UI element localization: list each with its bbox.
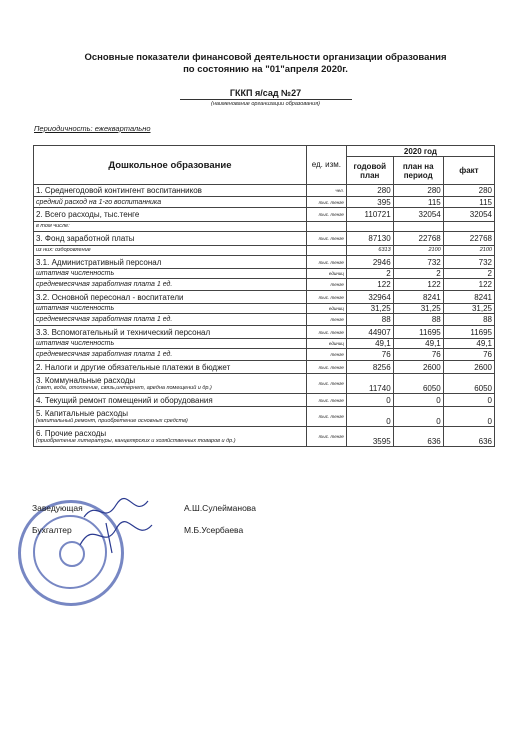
table-row (34, 361, 495, 374)
row-label (34, 326, 307, 339)
cell-plan-period: 122 (393, 279, 443, 291)
row-label-text: 2. Всего расходы, тыс.тенге (36, 210, 140, 219)
table-row (34, 349, 495, 361)
row-label-text: среднемесячная заработная плата 1 ед. (36, 351, 173, 358)
cell-unit: тыс. тенге (306, 197, 346, 208)
cell-unit: тыс. тенге (306, 256, 346, 269)
organization-name: ГККП я/сад №27 (229, 88, 302, 98)
cell-fact: 11695 (443, 326, 494, 339)
cell-fact: 115 (443, 197, 494, 208)
cell-unit: тенге (306, 279, 346, 291)
table-row (34, 326, 495, 339)
cell-plan-period: 49,1 (393, 339, 443, 349)
row-label (34, 374, 307, 394)
cell-fact: 31,25 (443, 304, 494, 314)
row-label (34, 361, 307, 374)
row-label (34, 349, 307, 361)
cell-unit: чел. (306, 185, 346, 197)
row-label-text: в том числе: (36, 223, 70, 229)
row-label-text: штатная численность (36, 305, 115, 312)
head-title: Заведующая (32, 503, 83, 513)
row-label-text: штатная численность (36, 340, 115, 347)
header-fact: факт (443, 157, 494, 185)
cell-plan-year: 395 (346, 197, 393, 208)
accountant-name: М.Б.Усербаева (184, 525, 244, 535)
cell-plan-year: 0 (346, 407, 393, 427)
row-label-text: штатная численность (36, 270, 115, 277)
header-plan-year: годовой план (346, 157, 393, 185)
cell-plan-year: 11740 (346, 374, 393, 394)
cell-unit: тыс. тенге (306, 291, 346, 304)
cell-fact: 0 (443, 394, 494, 407)
header-plan-period: план на период (393, 157, 443, 185)
cell-fact: 0 (443, 407, 494, 427)
cell-unit: тенге (306, 349, 346, 361)
cell-fact: 88 (443, 314, 494, 326)
cell-fact: 6050 (443, 374, 494, 394)
cell-unit: тенге (306, 314, 346, 326)
row-label-text: 3.2. Основной пересонал - воспитатели (36, 292, 184, 302)
cell-plan-year: 3595 (346, 427, 393, 447)
cell-fact: 76 (443, 349, 494, 361)
table-row (34, 208, 495, 222)
cell-plan-period: 31,25 (393, 304, 443, 314)
cell-plan-year: 49,1 (346, 339, 393, 349)
row-label-text: среднемесячная заработная плата 1 ед. (36, 316, 173, 323)
row-label (34, 197, 307, 208)
cell-plan-year: 32964 (346, 291, 393, 304)
row-label (34, 185, 307, 197)
cell-plan-period: 2600 (393, 361, 443, 374)
table-row (34, 222, 495, 232)
row-label-text: 3. Коммунальные расходы (36, 375, 136, 385)
cell-fact: 8241 (443, 291, 494, 304)
table-row (34, 246, 495, 256)
periodicity-label: Периодичность: ежеквартально (34, 124, 151, 133)
cell-unit: тыс. тенге (306, 326, 346, 339)
cell-plan-period: 732 (393, 256, 443, 269)
cell-fact (443, 222, 494, 232)
row-label-text: из них: оздоровление (36, 247, 91, 253)
head-name: А.Ш.Сулейманова (184, 503, 256, 513)
cell-plan-year: 110721 (346, 208, 393, 222)
table-row (34, 256, 495, 269)
row-label (34, 222, 307, 232)
row-label (34, 208, 307, 222)
accountant-title: Бухгалтер (32, 525, 72, 535)
row-sublabel: (свет, вода, отопление, связь,интернет, аредна помещений и др.) (36, 384, 212, 391)
cell-fact: 2 (443, 269, 494, 279)
table-row (34, 314, 495, 326)
cell-plan-year: 122 (346, 279, 393, 291)
table-row (34, 394, 495, 407)
row-label (34, 279, 307, 291)
cell-plan-year: 2 (346, 269, 393, 279)
cell-plan-period: 115 (393, 197, 443, 208)
cell-plan-year: 6313 (346, 246, 393, 256)
financial-indicators-table (33, 145, 495, 447)
cell-plan-year: 0 (346, 394, 393, 407)
cell-unit: тыс. тенге (306, 427, 346, 447)
cell-unit: тыс. тенге (306, 361, 346, 374)
cell-fact: 2600 (443, 361, 494, 374)
row-label (34, 291, 307, 304)
cell-fact: 636 (443, 427, 494, 447)
signature-accountant (76, 515, 156, 557)
row-label (34, 246, 307, 256)
row-label (34, 232, 307, 246)
cell-plan-period: 8241 (393, 291, 443, 304)
row-label (34, 256, 307, 269)
row-label-text: 3.1. Административный персонал (36, 257, 162, 267)
row-label (34, 269, 307, 279)
table-row (34, 407, 495, 427)
cell-fact: 280 (443, 185, 494, 197)
cell-plan-year: 8256 (346, 361, 393, 374)
cell-plan-period: 2100 (393, 246, 443, 256)
cell-unit: тыс. тенге (306, 374, 346, 394)
row-label (34, 407, 307, 427)
row-sublabel: (приобретение литературы, канцелярских и хозяйственных товаров и др.) (36, 437, 236, 444)
row-label-text: среднемесячная заработная плата 1 ед. (36, 281, 173, 288)
header-year: 2020 год (346, 146, 494, 157)
cell-unit: единиц (306, 269, 346, 279)
cell-plan-year: 280 (346, 185, 393, 197)
row-label-text: 1. Среднегодовой контингент воспитанников (36, 186, 202, 195)
cell-unit: единиц (306, 304, 346, 314)
title-line-2: по состоянию на "01"апреля 2020г. (183, 64, 348, 75)
cell-plan-year (346, 222, 393, 232)
cell-fact: 32054 (443, 208, 494, 222)
table-row (34, 304, 495, 314)
cell-plan-year: 76 (346, 349, 393, 361)
row-label (34, 394, 307, 407)
row-label-text: 5. Капитальные расходы (36, 408, 129, 418)
table-row (34, 374, 495, 394)
cell-plan-period: 88 (393, 314, 443, 326)
cell-plan-period: 11695 (393, 326, 443, 339)
row-label (34, 427, 307, 447)
cell-unit: тыс. тенге (306, 232, 346, 246)
cell-unit: единиц (306, 339, 346, 349)
cell-plan-period: 280 (393, 185, 443, 197)
cell-plan-period: 636 (393, 427, 443, 447)
table-row (34, 185, 495, 197)
cell-fact: 49,1 (443, 339, 494, 349)
table-row (34, 197, 495, 208)
cell-plan-year: 44907 (346, 326, 393, 339)
table-row (34, 291, 495, 304)
cell-plan-period: 0 (393, 394, 443, 407)
title-line-1: Основные показатели финансовой деятельности организации образования (84, 52, 447, 63)
cell-plan-period: 2 (393, 269, 443, 279)
row-label (34, 304, 307, 314)
row-label (34, 339, 307, 349)
table-row (34, 427, 495, 447)
cell-unit (306, 246, 346, 256)
cell-plan-year: 31,25 (346, 304, 393, 314)
organization-caption: (наименование организации образования) (211, 101, 320, 107)
table-row (34, 269, 495, 279)
cell-plan-period (393, 222, 443, 232)
row-sublabel: (капитальный ремонт, приобретение основных средств) (36, 417, 188, 424)
cell-fact: 122 (443, 279, 494, 291)
header-main-col: Дошкольное образование (34, 146, 307, 185)
cell-fact: 732 (443, 256, 494, 269)
cell-plan-period: 0 (393, 407, 443, 427)
cell-plan-year: 2946 (346, 256, 393, 269)
row-label-text: 6. Прочие расходы (36, 428, 107, 438)
table-row (34, 232, 495, 246)
cell-plan-period: 32054 (393, 208, 443, 222)
row-label-text: 2. Налоги и другие обязательные платежи в бюджет (36, 362, 231, 372)
header-unit-col: ед. изм. (306, 146, 346, 185)
cell-fact: 22768 (443, 232, 494, 246)
cell-fact: 2100 (443, 246, 494, 256)
row-label-text: средний расход на 1-го воспитанника (36, 198, 162, 206)
row-label-text: 3. Фонд заработной платы (36, 234, 135, 243)
cell-plan-period: 6050 (393, 374, 443, 394)
table-row (34, 279, 495, 291)
organization-underline (180, 99, 352, 100)
cell-unit: тыс. тенге (306, 394, 346, 407)
row-label-text: 3.3. Вспомогательный и технический персонал (36, 327, 211, 337)
cell-unit: тыс. тенге (306, 208, 346, 222)
cell-plan-year: 88 (346, 314, 393, 326)
row-label (34, 314, 307, 326)
row-label-text: 4. Текущий ремонт помещений и оборудования (36, 395, 213, 405)
cell-plan-period: 76 (393, 349, 443, 361)
cell-plan-period: 22768 (393, 232, 443, 246)
cell-plan-year: 87130 (346, 232, 393, 246)
cell-unit: тыс. тенге (306, 407, 346, 427)
table-row (34, 339, 495, 349)
cell-unit (306, 222, 346, 232)
